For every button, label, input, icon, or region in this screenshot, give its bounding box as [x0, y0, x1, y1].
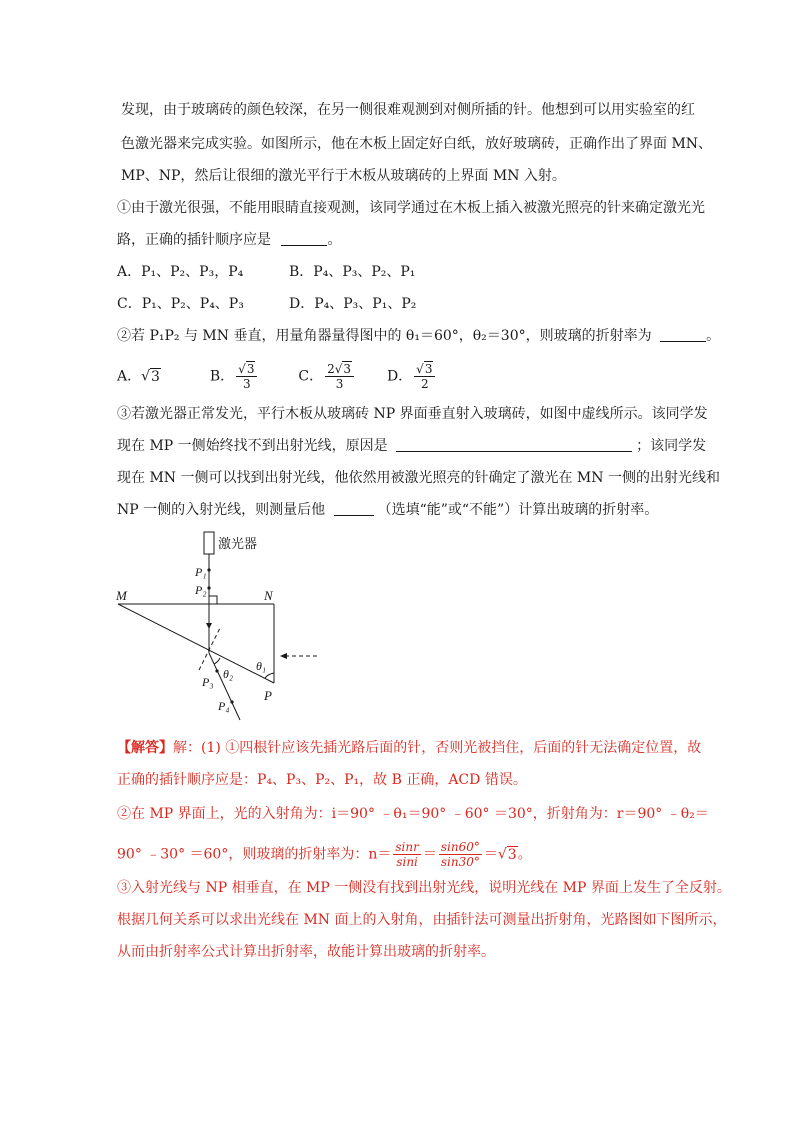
q3-line-2-end: ；该同学发 — [636, 438, 707, 454]
right-angle-marker — [209, 596, 217, 604]
formula-sqrt3: 3 — [507, 846, 517, 863]
q2-option-c-label: C． — [298, 368, 324, 385]
q2-option-b-fraction: $\frac{√3}{3}$ — [236, 362, 257, 391]
answer-line-1-text: 解：(1) ①四根针应该先插光路后面的针，否则光被挡住，后面的针无法确定位置，故 — [173, 740, 702, 756]
formula-sinr-sini — [393, 840, 420, 869]
q2-option-a-value: √3 — [141, 368, 160, 385]
q1-line-2-end: 。 — [327, 232, 342, 248]
answer-line-5: ③入射光线与 NP 相垂直，在 MP 一侧没有找到出射光线，说明光线在 MP 界面上发生了全反射。 — [117, 880, 731, 896]
label-m: M — [116, 588, 127, 603]
q1-option-c: C．P₁、P₂、P₄、P₃ — [117, 296, 244, 312]
theta2-arc — [214, 658, 220, 664]
q3-line-3: 现在 MN 一侧可以找到出射光线，他依然用被激光照亮的针确定了激光在 MN 一侧的出射光线和 — [117, 470, 720, 486]
intro-line-1: 发现，由于玻璃砖的颜色较深，在另一侧很难观测到对侧所插的针。他想到可以用实验室的红 — [121, 102, 695, 118]
formula-sin60: sin60° — [440, 840, 480, 854]
q3-line-2-text: 现在 MP 一侧始终找不到出射光线，原因是 — [117, 438, 388, 454]
q3-can-blank — [334, 501, 374, 516]
pin-p1 — [207, 568, 210, 571]
beam-arrow — [206, 623, 212, 629]
q3-line-4-end: （选填“能”或“不能”）计算出玻璃的折射率。 — [377, 502, 659, 518]
formula-eq-2: ＝ — [483, 846, 498, 863]
label-theta1: θ₁ — [256, 659, 267, 673]
q2-line-1-end: 。 — [706, 328, 721, 344]
q2-option-a-label: A． — [117, 368, 142, 385]
answer-tag: 【解答】 — [117, 740, 173, 756]
q2-option-b-label: B． — [209, 368, 235, 385]
q2-option-c-fraction: $\frac{2√3}{3}$ — [325, 362, 354, 391]
laser-box — [204, 532, 214, 554]
q1-line-1: ①由于激光很强，不能用眼睛直接观测，该同学通过在木板上插入被激光照亮的针来确定激光光 — [117, 200, 705, 216]
pin-p3 — [215, 669, 218, 672]
q3-line-4 — [117, 500, 658, 520]
q2-option-d-den: 2 — [421, 377, 429, 391]
label-theta2: θ₂ — [223, 667, 234, 681]
q2-line-1 — [117, 326, 720, 346]
formula-sini: sini — [396, 855, 418, 869]
formula-sin60-sin30 — [439, 840, 482, 869]
q1-option-b: B．P₄、P₃、P₂、P₁ — [289, 264, 416, 280]
label-p1: P₁ — [195, 565, 207, 579]
formula-sin30: sin30° — [440, 855, 480, 869]
q1-option-d: D．P₄、P₃、P₁、P₂ — [289, 296, 417, 312]
answer-line-3: ②在 MP 界面上，光的入射角为：i＝90° ﹣θ₁＝90° ﹣60° ＝30°，折射角为：r＝90° ﹣θ₂＝ — [117, 806, 709, 822]
label-n: N — [264, 588, 273, 603]
label-p: P — [264, 688, 272, 703]
pin-p2 — [207, 586, 210, 589]
answer-line-6: 根据几何关系可以求出光线在 MN 面上的入射角，由插针法可测量出折射角，光路图如下图所示， — [117, 912, 727, 928]
optics-figure — [110, 528, 340, 723]
q2-option-c-num: 3 — [343, 362, 352, 376]
pin-p4 — [230, 700, 233, 703]
answer-line-2: 正确的插针顺序应是：P₄、P₃、P₂、P₁，故 B 正确，ACD 错误。 — [117, 772, 527, 788]
q3-line-4-text: NP 一侧的入射光线，则测量后他 — [117, 502, 326, 518]
formula-sinr: sinr — [395, 840, 419, 854]
q2-line-1-text: ②若 P₁P₂ 与 MN 垂直，用量角器量得图中的 θ₁＝60°，θ₂＝30°，则玻璃的折射率为 — [117, 328, 652, 344]
label-p3: P₃ — [202, 675, 214, 689]
theta1-arc — [265, 673, 274, 678]
q2-options — [117, 362, 437, 391]
q1-line-2-text: 路，正确的插针顺序应是 — [117, 232, 271, 248]
q1-line-2 — [117, 230, 341, 250]
intro-line-3: MP、NP，然后让很细的激光平行于木板从玻璃砖的上界面 MN 入射。 — [121, 168, 566, 184]
q2-option-a-radicand: 3 — [151, 368, 160, 385]
q3-line-2 — [117, 436, 706, 456]
intro-line-2: 色激光器来完成实验。如图所示，他在木板上固定好白纸，放好玻璃砖，正确作出了界面 MN、 — [121, 136, 713, 152]
q2-option-b-den: 3 — [243, 377, 251, 391]
formula-eq-1: ＝ — [422, 846, 437, 863]
q3-reason-blank — [396, 437, 632, 452]
q2-option-b-num: 3 — [246, 362, 255, 376]
formula-period: 。 — [517, 846, 532, 863]
laser-label: 激光器 — [218, 536, 258, 551]
q2-answer-blank — [660, 327, 706, 342]
q3-line-1: ③若激光器正常发光，平行木板从玻璃砖 NP 界面垂直射入玻璃砖，如图中虚线所示。该同学发 — [117, 406, 708, 422]
label-p4: P₄ — [218, 699, 230, 713]
dashed-ray-arrow — [280, 653, 287, 659]
q2-option-d-fraction: $\frac{√3}{2}$ — [414, 362, 435, 391]
answer-line-7: 从而由折射率公式计算出折射率，故能计算出玻璃的折射率。 — [117, 944, 495, 960]
q1-option-a: A．P₁、P₂、P₃，P₄ — [117, 264, 244, 280]
answer-line-4: 90° ﹣30° ＝60°，则玻璃的折射率为：n＝ $\frac{\sin r}{\sin i}$ ＝ $\frac{\sin 60^\circ}{\sin 30^\circ}$ ＝√3。 — [117, 840, 532, 869]
q2-option-c-den: 3 — [335, 377, 344, 391]
q2-option-d-label: D． — [386, 368, 413, 385]
q2-option-c-coef: 2 — [327, 362, 335, 376]
edge-mp — [118, 604, 274, 683]
q1-answer-blank — [281, 231, 327, 246]
answer-line-4-text: 90° ﹣30° ＝60°，则玻璃的折射率为：n＝ — [117, 846, 392, 863]
q2-option-d-num: 3 — [424, 362, 433, 376]
label-p2: P₂ — [195, 583, 207, 597]
answer-line-1 — [117, 738, 701, 758]
